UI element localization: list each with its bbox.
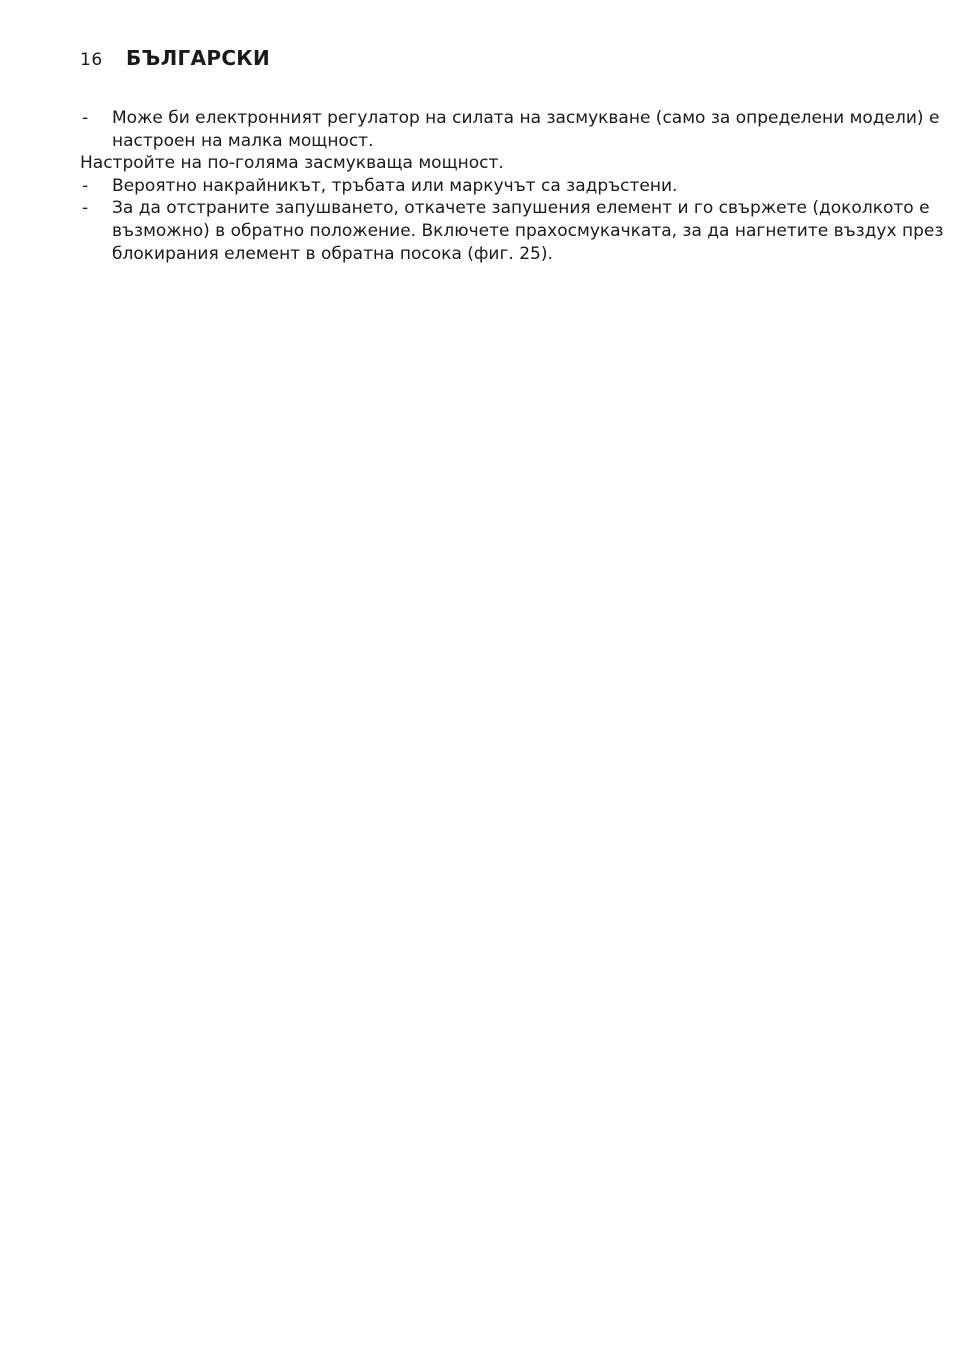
page-number: 16 [80, 50, 103, 70]
text-line: възможно) в обратно положение. Включете прахосмукачката, за да нагнетите въздух през [112, 220, 944, 241]
section-title: БЪЛГАРСКИ [126, 46, 270, 70]
list-bullet: - [82, 175, 89, 196]
list-bullet: - [82, 108, 89, 128]
text-line: Може би електронният регулатор на силата на засмукване (само за определени модели) е [112, 108, 940, 128]
text-line: Вероятно накрайникът, тръбата или маркучът са задръстени. [112, 175, 678, 196]
page-header [80, 46, 270, 70]
text-line: блокирания елемент в обратна посока (фиг. 25). [112, 243, 553, 264]
list-bullet: - [82, 198, 89, 219]
troubleshooting-text [80, 107, 944, 265]
list-item [80, 107, 940, 152]
paragraph [80, 152, 900, 175]
text-line: Настройте на по-голяма засмукваща мощност. [80, 153, 504, 174]
list-item [80, 197, 944, 265]
text-line: За да отстраните запушването, откачете запушения елемент и го свържете (доколкото е [112, 198, 930, 219]
list-item [80, 175, 900, 198]
text-line: настроен на малка мощност. [112, 130, 374, 151]
